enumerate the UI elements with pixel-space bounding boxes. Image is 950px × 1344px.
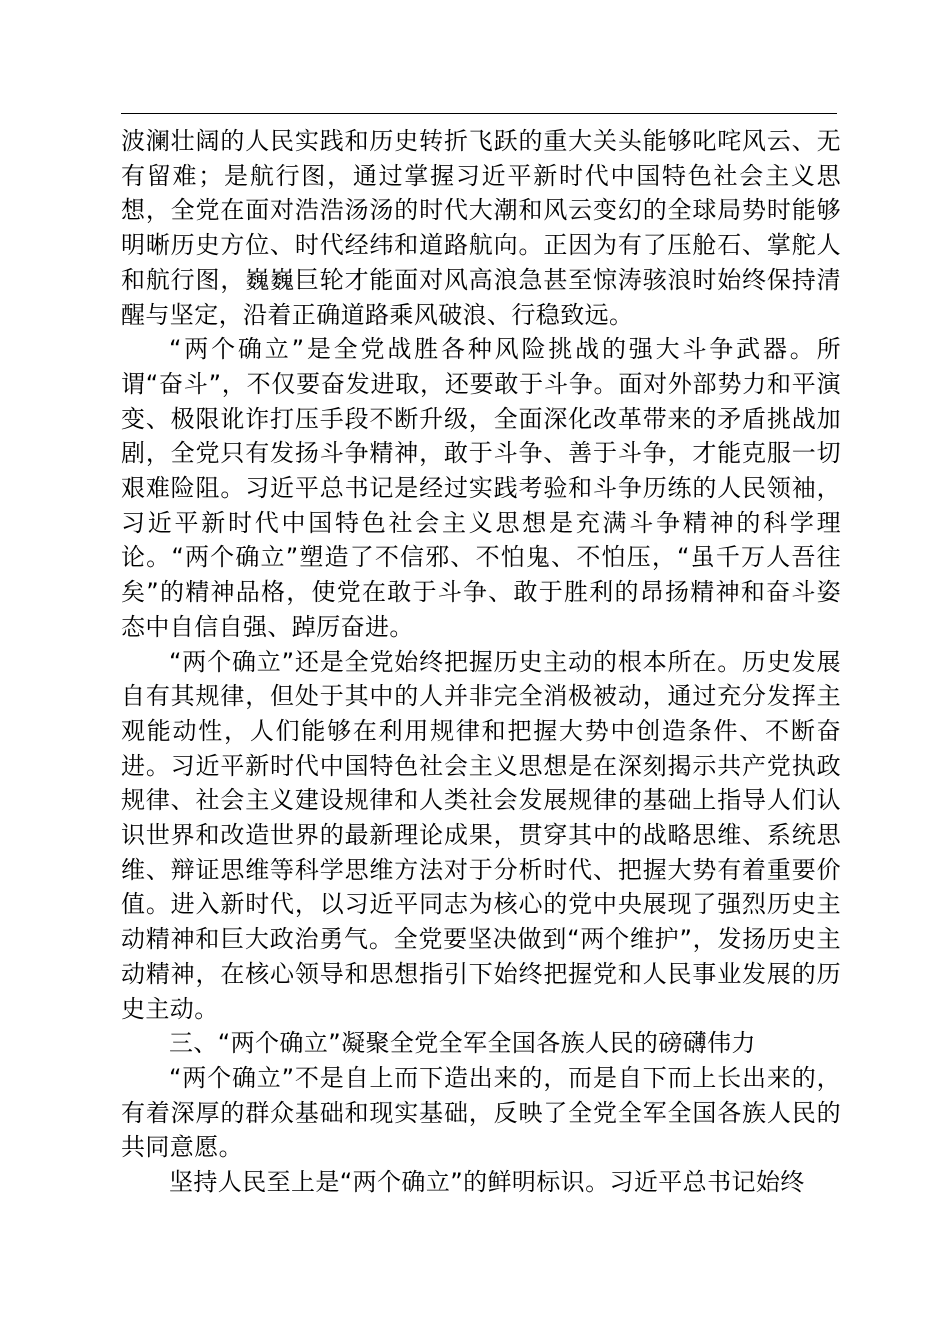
paragraph-2: “两个确立”是全党战胜各种风险挑战的强大斗争武器。所谓“奋斗”，不仅要奋发进取，还要敢于斗争。面对外部势力和平演变、极限讹诈打压手段不断升级，全面深化改革带来的矛盾挑战加剧，全党只有发扬斗争精神，敢于斗争、善于斗争，才能克服一切艰难险阻。习近平总书记是经过实践考验和斗争历练的人民领袖，习近平新时代中国特色社会主义思想是充满斗争精神的科学理论。“两个确立”塑造了不信邪、不怕鬼、不怕压，“虽千万人吾往矣”的精神品格，使党在敢于斗争、敢于胜利的昂扬精神和奋斗姿态中自信自强、踔厉奋进。 [121, 335, 841, 641]
paragraph-5: 坚持人民至上是“两个确立”的鲜明标识。习近平总书记始终 [169, 1168, 805, 1197]
paragraph-1: 波澜壮阔的人民实践和历史转折飞跃的重大关头能够叱咤风云、无有留难；是航行图，通过掌握习近平新时代中国特色社会主义思想，全党在面对浩浩汤汤的时代大潮和风云变幻的全球局势时能够明晰历史方位、时代经纬和道路航向。正因为有了压舱石、掌舵人和航行图，巍巍巨轮才能面对风高浪急甚至惊涛骇浪时始终保持清醒与坚定，沿着正确道路乘风破浪、行稳致远。 [121, 127, 841, 329]
body-text [121, 124, 841, 1200]
header-rule [121, 113, 837, 114]
paragraph-3: “两个确立”还是全党始终把握历史主动的根本所在。历史发展自有其规律，但处于其中的人并非完全消极被动，通过充分发挥主观能动性，人们能够在利用规律和把握大势中创造条件、不断奋进。习近平新时代中国特色社会主义思想是在深刻揭示共产党执政规律、社会主义建设规律和人类社会发展规律的基础上指导人们认识世界和改造世界的最新理论成果，贯穿其中的战略思维、系统思维、辩证思维等科学思维方法对于分析时代、把握大势有着重要价值。进入新时代，以习近平同志为核心的党中央展现了强烈历史主动精神和巨大政治勇气。全党要坚决做到“两个维护”，发扬历史主动精神，在核心领导和思想指引下始终把握党和人民事业发展的历史主动。 [121, 647, 841, 1023]
paragraph-4: “两个确立”不是自上而下造出来的，而是自下而上长出来的，有着深厚的群众基础和现实基础，反映了全党全军全国各族人民的共同意愿。 [121, 1063, 841, 1162]
section-heading: 三、“两个确立”凝聚全党全军全国各族人民的磅礴伟力 [169, 1029, 756, 1058]
